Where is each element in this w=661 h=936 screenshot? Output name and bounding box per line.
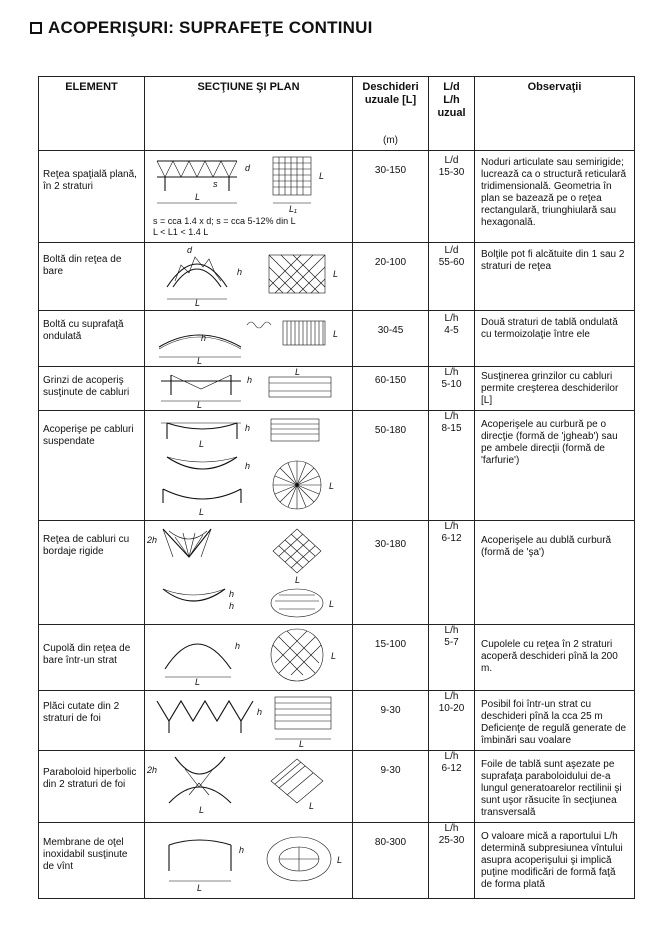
page-title xyxy=(30,18,373,38)
section-sketch xyxy=(145,243,353,311)
ratio-value: L/d 15-30 xyxy=(429,151,475,243)
cable-stayed-beam-sketch xyxy=(145,367,353,409)
table-row: Acoperişe pe cabluri suspendate h L h L L 50-180 L/h 8-15 Acoperişele au curbură pe o direcţie (formă de 'jgheab') sau pe ambele direcţii (formă de 'farfurie') xyxy=(39,411,635,521)
table-row: Paraboloid hiperbolic din 2 straturi de foi 2h L L 9-30 L/h 6-12 Foile de tablă sunt aşezate pe suprafaţa paraboloidului de-a lungul generatoarelor rectilinii şi sunt uşor răsucite în secţiunea transversală xyxy=(39,751,635,823)
svg-text:L: L xyxy=(329,599,335,609)
svg-text:L: L xyxy=(331,651,337,661)
section-sketch xyxy=(145,151,353,243)
svg-text:2h: 2h xyxy=(147,535,158,545)
svg-text:h: h xyxy=(247,375,253,385)
header-section: SECŢIUNE ŞI PLAN xyxy=(145,77,353,151)
svg-text:L: L xyxy=(329,481,335,491)
header-element: ELEMENT xyxy=(39,77,145,151)
single-layer-dome-sketch xyxy=(145,625,353,689)
svg-text:h: h xyxy=(201,333,207,343)
svg-text:L: L xyxy=(197,356,203,365)
title-text: ACOPERIŞURI: SUPRAFEŢE CONTINUI xyxy=(48,18,373,37)
table-row: Grinzi de acoperiş susţinute de cabluri h L L 60-150 L/h 5-10 Susţinerea grinzilor cu cabluri permite creşterea deschiderilor [L] xyxy=(39,367,635,411)
svg-text:2h: 2h xyxy=(147,765,158,775)
roof-systems-table xyxy=(38,76,635,899)
header-ratio: L/d L/h uzual xyxy=(429,77,475,151)
svg-text:L₁: L₁ xyxy=(289,204,297,214)
table-row: Cupolă din reţea de bare într-un strat h L L 15-100 L/h 5-7 Cupolele cu reţea în 2 straturi acoperă deschideri pînă la 200 m. xyxy=(39,625,635,691)
svg-text:L: L xyxy=(199,805,205,815)
svg-text:L: L xyxy=(333,269,339,279)
space-grid-sketch xyxy=(145,151,353,241)
svg-text:h: h xyxy=(245,423,251,433)
label-s: s xyxy=(213,179,218,189)
svg-text:L: L xyxy=(333,329,339,339)
note-spacing: s = cca 1.4 x d; s = cca 5-12% din L xyxy=(153,216,296,226)
span-value: 30-150 xyxy=(353,151,429,243)
suspended-cable-sketch xyxy=(145,411,353,519)
svg-text:L: L xyxy=(197,400,203,409)
svg-text:h: h xyxy=(229,601,235,611)
svg-text:L: L xyxy=(337,855,343,865)
label-L: L xyxy=(195,192,201,202)
svg-text:L: L xyxy=(295,575,301,585)
table-row: Boltă din reţea de bare d h L L 20-100 L/d 55-60 Bolţile pot fi alcătuite din 1 sau 2 straturi de reţea xyxy=(39,243,635,311)
svg-text:h: h xyxy=(245,461,251,471)
table-row: Membrane de oţel inoxidabil susţinute de vînt h L L 80-300 L/h 25-30 O valoare mică a raportului L/h determină subpresiunea vîntului asupra acoperişului şi implică puţine modificări de formă faţă de forma plată xyxy=(39,823,635,899)
header-span-unit: (m) xyxy=(383,135,398,146)
header-span xyxy=(353,77,429,151)
note-ratio: L < L1 < 1.4 L xyxy=(153,227,209,237)
header-span-label: Deschideri uzuale [L] xyxy=(362,81,419,106)
table-row: Plăci cutate din 2 straturi de foi h L 9-30 L/h 10-20 Posibil foi într-un strat cu deschideri pînă la cca 25 m Deficienţe de regulă generate de îmbinări sau voalare xyxy=(39,691,635,751)
checkbox-bullet-icon xyxy=(30,22,42,34)
table-row xyxy=(39,151,635,243)
svg-text:L: L xyxy=(199,507,205,517)
svg-text:L: L xyxy=(299,739,305,749)
svg-text:d: d xyxy=(187,245,193,255)
hyperbolic-paraboloid-sketch xyxy=(145,751,353,821)
folded-plate-sketch xyxy=(145,691,353,749)
svg-text:h: h xyxy=(237,267,243,277)
svg-text:h: h xyxy=(229,589,235,599)
svg-text:h: h xyxy=(235,641,241,651)
element-name: Boltă din reţea de bare xyxy=(43,254,122,277)
table-row: Boltă cu suprafaţă ondulată h L L 30-45 L/h 4-5 Două straturi de tablă ondulată cu termoizolaţie între ele xyxy=(39,311,635,367)
svg-text:L: L xyxy=(195,298,201,308)
table-row: Reţea de cabluri cu bordaje rigide 2h h h L L 30-180 L/h 6-12 Acoperişele au dublă curbură (formă de 'şa') xyxy=(39,521,635,625)
svg-text:h: h xyxy=(257,707,263,717)
corrugated-vault-sketch xyxy=(145,311,353,365)
stainless-membrane-sketch xyxy=(145,823,353,897)
cable-net-sketch xyxy=(145,521,353,623)
svg-text:L: L xyxy=(195,677,201,687)
svg-text:L: L xyxy=(199,439,205,449)
svg-text:L: L xyxy=(295,367,301,377)
lattice-vault-sketch xyxy=(145,243,353,309)
svg-text:L: L xyxy=(319,171,325,181)
element-name: Reţea spaţială plană, în 2 straturi xyxy=(43,169,137,192)
header-row xyxy=(39,77,635,151)
svg-text:L: L xyxy=(309,801,315,811)
svg-text:L: L xyxy=(197,883,203,893)
label-d: d xyxy=(245,163,251,173)
observation: Noduri articulate sau semirigide; lucrează ca o structură reticulară tridimensională. Geometria în plan se bazează pe o reţea rectangulară, triunghiulară sau hexagonală. xyxy=(481,157,627,228)
header-observations: Observaţii xyxy=(475,77,635,151)
svg-text:h: h xyxy=(239,845,245,855)
